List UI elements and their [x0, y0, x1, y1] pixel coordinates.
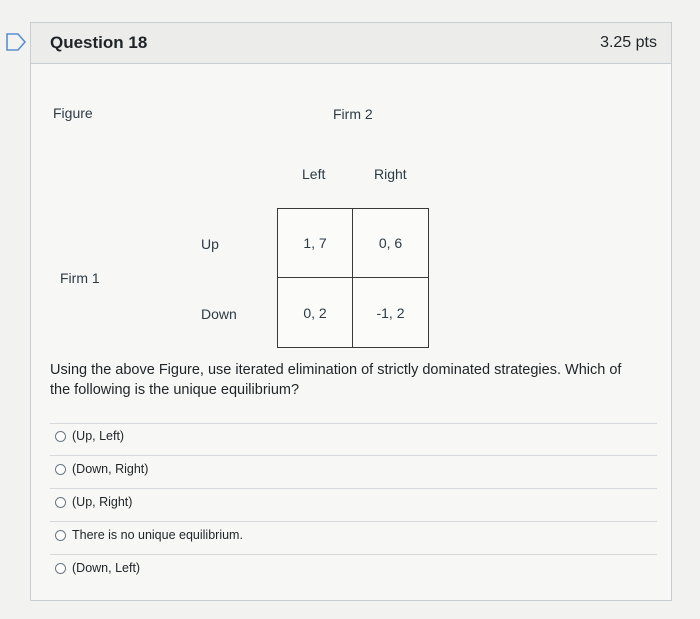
radio-button[interactable]: [55, 497, 66, 508]
figure-caption: Figure: [53, 105, 93, 121]
answer-option[interactable]: [55, 492, 132, 512]
answer-option[interactable]: [55, 558, 140, 578]
radio-button[interactable]: [55, 431, 66, 442]
payoff-up-right: 0, 6: [353, 209, 428, 278]
player1-label: Firm 1: [60, 270, 100, 286]
payoff-up-left: 1, 7: [278, 209, 353, 278]
row-label-down: Down: [201, 306, 237, 322]
question-prompt: Using the above Figure, use iterated elimination of strictly dominated strategies. Which of the following is the unique equilibrium?: [50, 362, 622, 398]
answer-divider: [50, 521, 657, 522]
answer-divider: [50, 455, 657, 456]
answer-divider: [50, 488, 657, 489]
answer-option[interactable]: [55, 525, 243, 545]
payoff-matrix: [277, 208, 429, 348]
answer-label: (Up, Left): [72, 429, 125, 443]
answer-divider: [50, 423, 657, 424]
radio-button[interactable]: [55, 563, 66, 574]
payoff-down-left: 0, 2: [278, 278, 353, 347]
question-header: [31, 23, 671, 64]
column-label-right: Right: [374, 166, 407, 182]
radio-button[interactable]: [55, 530, 66, 541]
row-label-up: Up: [201, 236, 219, 252]
answer-label: (Up, Right): [72, 495, 133, 509]
column-label-left: Left: [302, 166, 326, 182]
answer-label: (Down, Left): [72, 561, 141, 575]
radio-button[interactable]: [55, 464, 66, 475]
question-marker-icon: [5, 32, 27, 52]
payoff-down-right: -1, 2: [376, 304, 405, 321]
answer-option[interactable]: [55, 459, 148, 479]
answer-option[interactable]: [55, 426, 124, 446]
question-points: 3.25 pts: [600, 34, 657, 51]
player2-label: Firm 2: [333, 106, 373, 122]
question-title: Question 18: [50, 33, 148, 52]
answer-divider: [50, 554, 657, 555]
question-card: [30, 22, 672, 601]
answer-label: (Down, Right): [72, 462, 149, 476]
answer-label: There is no unique equilibrium.: [72, 528, 243, 542]
